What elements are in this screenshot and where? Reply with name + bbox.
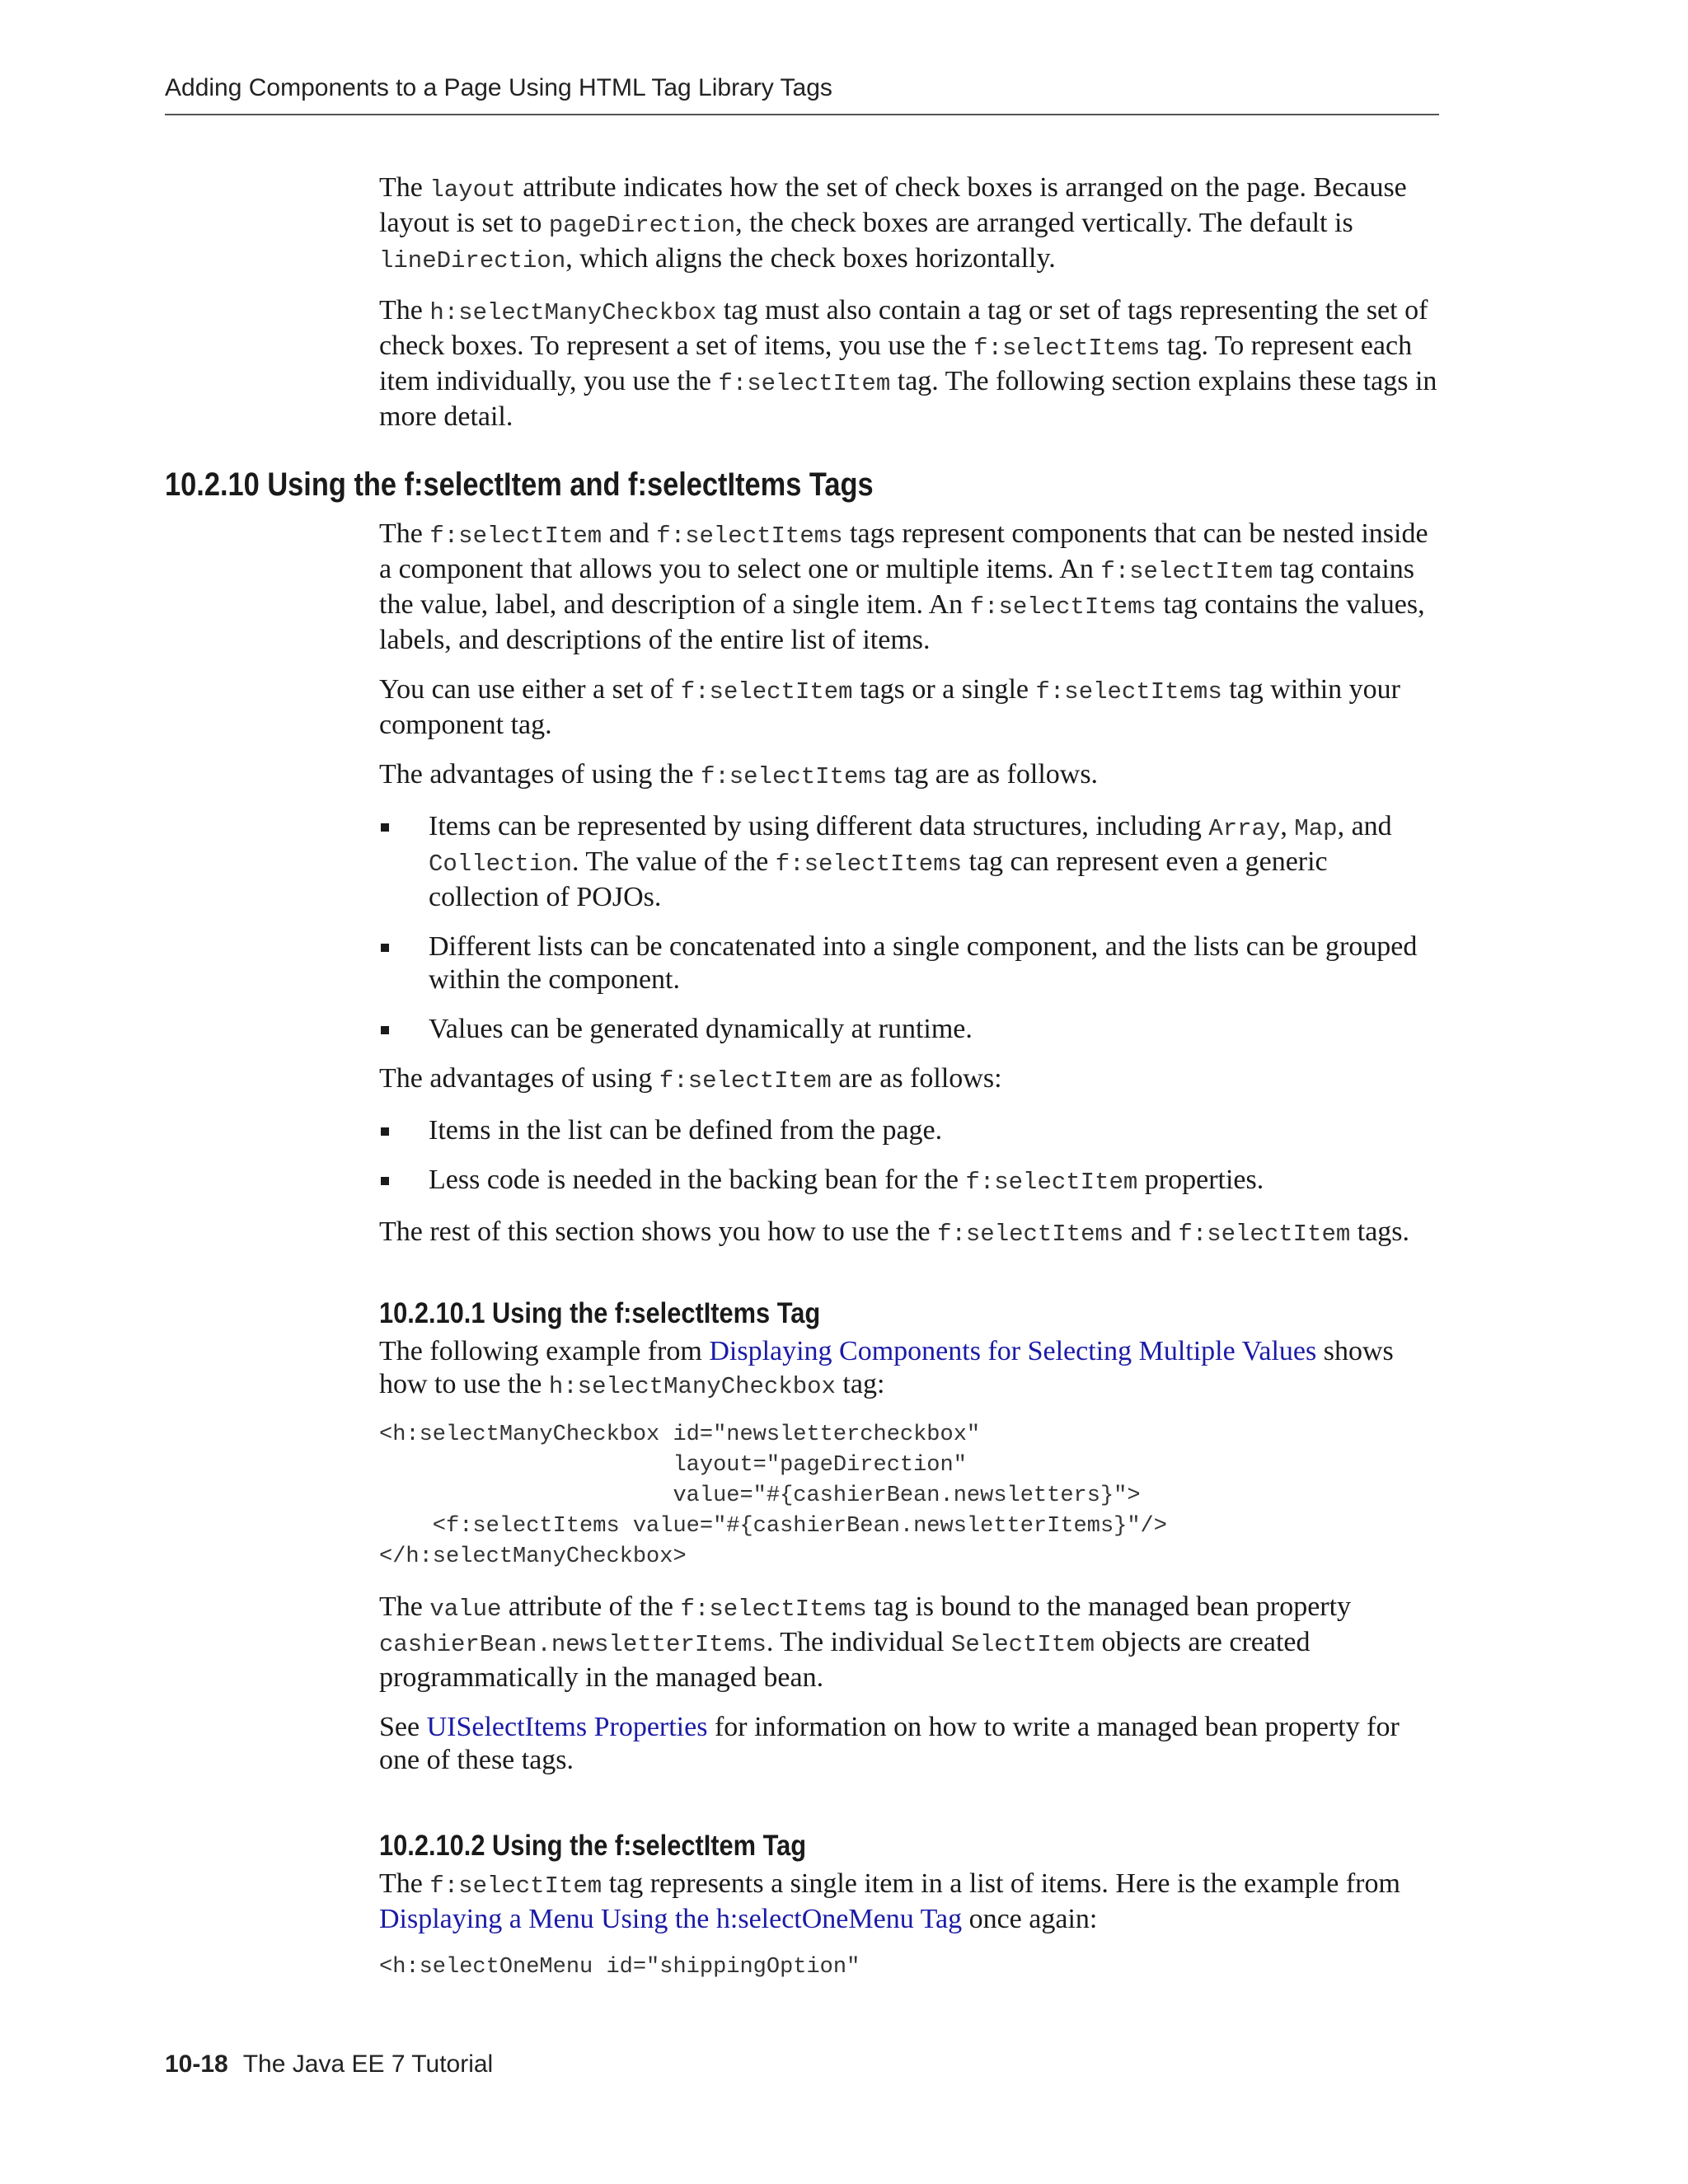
code-run: Array bbox=[1208, 815, 1281, 842]
code-run: f:selectItems bbox=[700, 763, 888, 790]
text-run: Less code is needed in the backing bean for the bbox=[429, 1165, 966, 1195]
code-run: f:selectItems bbox=[969, 593, 1156, 621]
text-run: tag must also contain a tag or set of tags representing the set of check boxes. To represent a set of items, you use the bbox=[379, 295, 1428, 361]
text-run: objects are created programmatically in the managed bean. bbox=[379, 1627, 1311, 1693]
list-item bbox=[379, 930, 1442, 996]
text-run: and bbox=[1123, 1216, 1179, 1247]
link-displaying-menu-selectonemenu[interactable]: Displaying a Menu Using the h:selectOneMenu Tag bbox=[379, 1904, 963, 1934]
text-run: . The value of the bbox=[572, 846, 776, 877]
text-run: tag can represent even a generic collection of POJOs. bbox=[429, 846, 1328, 912]
page-number: 10-18 bbox=[165, 2050, 228, 2078]
text-run: Items can be represented by using different data structures, including bbox=[429, 811, 1209, 841]
section-paragraph-5 bbox=[379, 1216, 1442, 1251]
intro-paragraph-1 bbox=[379, 171, 1442, 278]
subsection-selectitems bbox=[379, 1297, 1442, 1793]
intro-paragraph-2 bbox=[379, 294, 1442, 434]
text-run: tag represents a single item in a list of items. Here is the example from bbox=[602, 1868, 1400, 1899]
subsection-paragraph-1 bbox=[379, 1868, 1442, 1936]
text-run: , and bbox=[1337, 811, 1392, 841]
code-run: pageDirection bbox=[548, 212, 736, 239]
subsection-heading: 10.2.10.2 Using the f:selectItem Tag bbox=[379, 1830, 807, 1862]
code-run: f:selectItem bbox=[429, 523, 603, 550]
code-run: lineDirection bbox=[379, 247, 566, 274]
code-example-selectmanycheckbox: <h:selectManyCheckbox id="newslettercheckbox" layout="pageDirection" value="#{cashierBean.newsletters}"> <f:selectItems value="#{cashierBean.newsletterItems}"/> </h:selectManyCheckbox> bbox=[379, 1422, 1167, 1569]
code-run: f:selectItems bbox=[775, 851, 963, 878]
text-run: tag contains the values, labels, and descriptions of the entire list of items. bbox=[379, 589, 1425, 655]
text-run: tag are as follows. bbox=[887, 759, 1099, 790]
book-title: The Java EE 7 Tutorial bbox=[242, 2050, 494, 2078]
code-run: cashierBean.newsletterItems bbox=[379, 1631, 767, 1658]
text-run: , bbox=[1280, 811, 1295, 841]
subsection-paragraph-2 bbox=[379, 1591, 1442, 1694]
text-run: Values can be generated dynamically at runtime. bbox=[429, 1014, 973, 1044]
text-run: Different lists can be concatenated into a single component, and the lists can be grouped within the component. bbox=[429, 931, 1418, 995]
text-run: The advantages of using bbox=[379, 1063, 659, 1094]
text-run: attribute of the bbox=[501, 1591, 681, 1622]
code-run: value bbox=[429, 1596, 502, 1623]
text-run: attribute indicates how the set of check boxes is arranged on the page. Because layout is set to bbox=[379, 172, 1407, 238]
text-run: See bbox=[379, 1712, 427, 1742]
bullet-square-icon bbox=[381, 1177, 389, 1185]
text-run: tag within your component tag. bbox=[379, 674, 1400, 740]
section-paragraph-2 bbox=[379, 673, 1442, 742]
text-run: for information on how to write a managed bean property for one of these tags. bbox=[379, 1712, 1400, 1775]
text-run: tag contains the value, label, and description of a single item. An bbox=[379, 554, 1415, 620]
subsection-paragraph-1 bbox=[379, 1335, 1442, 1404]
code-run: f:selectItem bbox=[1100, 558, 1273, 585]
code-run: f:selectItems bbox=[656, 523, 843, 550]
text-run: tag: bbox=[835, 1369, 885, 1399]
bullet-square-icon bbox=[381, 823, 389, 832]
section-paragraph-4 bbox=[379, 1062, 1442, 1098]
link-uiselectitems-properties[interactable]: UISelectItems Properties bbox=[426, 1712, 708, 1742]
code-run: f:selectItem bbox=[718, 370, 891, 397]
code-run: f:selectItem bbox=[659, 1067, 832, 1094]
code-run: f:selectItem bbox=[429, 1872, 603, 1900]
text-run: The bbox=[379, 295, 430, 326]
list-item bbox=[379, 810, 1442, 914]
subsection-heading: 10.2.10.1 Using the f:selectItems Tag bbox=[379, 1297, 821, 1329]
text-run: The following example from bbox=[379, 1336, 710, 1366]
text-run: The rest of this section shows you how to use the bbox=[379, 1216, 938, 1247]
text-run: . The individual bbox=[766, 1627, 952, 1657]
code-run: h:selectManyCheckbox bbox=[548, 1373, 836, 1400]
code-run: Map bbox=[1294, 815, 1338, 842]
text-run: once again: bbox=[962, 1904, 1098, 1934]
advantages-list-selectitem bbox=[379, 1114, 1442, 1199]
link-displaying-components-multiple-values[interactable]: Displaying Components for Selecting Multiple Values bbox=[709, 1336, 1317, 1366]
text-run: You can use either a set of bbox=[379, 674, 681, 705]
list-item bbox=[379, 1013, 1442, 1046]
code-run: f:selectItem bbox=[965, 1169, 1138, 1196]
text-run: , which aligns the check boxes horizontally. bbox=[565, 243, 1056, 274]
text-run: The bbox=[379, 518, 430, 549]
text-run: tag. The following section explains these tags in more detail. bbox=[379, 366, 1437, 432]
running-header: Adding Components to a Page Using HTML Tag Library Tags bbox=[165, 74, 832, 101]
bullet-square-icon bbox=[381, 944, 389, 952]
text-run: The advantages of using the bbox=[379, 759, 701, 790]
page-footer bbox=[165, 2050, 493, 2079]
code-run: f:selectItems bbox=[973, 335, 1160, 362]
bullet-square-icon bbox=[381, 1127, 389, 1136]
text-run: tags represent components that can be nested inside a component that allows you to select one or multiple items. An bbox=[379, 518, 1428, 584]
list-item bbox=[379, 1164, 1442, 1199]
text-run: tag is bound to the managed bean property bbox=[866, 1591, 1352, 1622]
code-run: layout bbox=[429, 176, 516, 204]
text-run: tag. To represent each item individually, you use the bbox=[379, 330, 1413, 396]
code-run: h:selectManyCheckbox bbox=[429, 299, 717, 326]
code-run: f:selectItems bbox=[937, 1221, 1124, 1248]
intro-block bbox=[379, 171, 1442, 450]
text-run: The bbox=[379, 172, 430, 203]
subsection-selectitem bbox=[379, 1830, 1442, 2001]
text-run: , the check boxes are arranged vertically. The default is bbox=[735, 208, 1353, 238]
text-run: The bbox=[379, 1591, 430, 1622]
section-paragraph-1 bbox=[379, 518, 1442, 657]
text-run: tags or a single bbox=[852, 674, 1036, 705]
list-item bbox=[379, 1114, 1442, 1147]
code-run: f:selectItem bbox=[680, 678, 853, 705]
text-run: The bbox=[379, 1868, 430, 1899]
code-run: f:selectItem bbox=[1178, 1221, 1351, 1248]
section-paragraph-3 bbox=[379, 758, 1442, 794]
code-run: f:selectItems bbox=[680, 1596, 867, 1623]
subsection-paragraph-3 bbox=[379, 1711, 1442, 1777]
text-run: tags. bbox=[1350, 1216, 1410, 1247]
text-run: and bbox=[602, 518, 657, 549]
text-run: shows how to use the bbox=[379, 1336, 1394, 1399]
section-heading: 10.2.10 Using the f:selectItem and f:selectItems Tags bbox=[165, 466, 874, 503]
header-rule bbox=[165, 114, 1439, 115]
text-run: Items in the list can be defined from the page. bbox=[429, 1115, 943, 1146]
section-body bbox=[379, 518, 1442, 1268]
code-example-selectonemenu: <h:selectOneMenu id="shippingOption" bbox=[379, 1955, 860, 1980]
code-run: Collection bbox=[429, 851, 573, 878]
code-run: f:selectItems bbox=[1035, 678, 1222, 705]
advantages-list-selectitems bbox=[379, 810, 1442, 1046]
text-run: are as follows: bbox=[831, 1063, 1002, 1094]
bullet-square-icon bbox=[381, 1026, 389, 1034]
text-run: properties. bbox=[1137, 1165, 1264, 1195]
code-run: SelectItem bbox=[951, 1631, 1095, 1658]
